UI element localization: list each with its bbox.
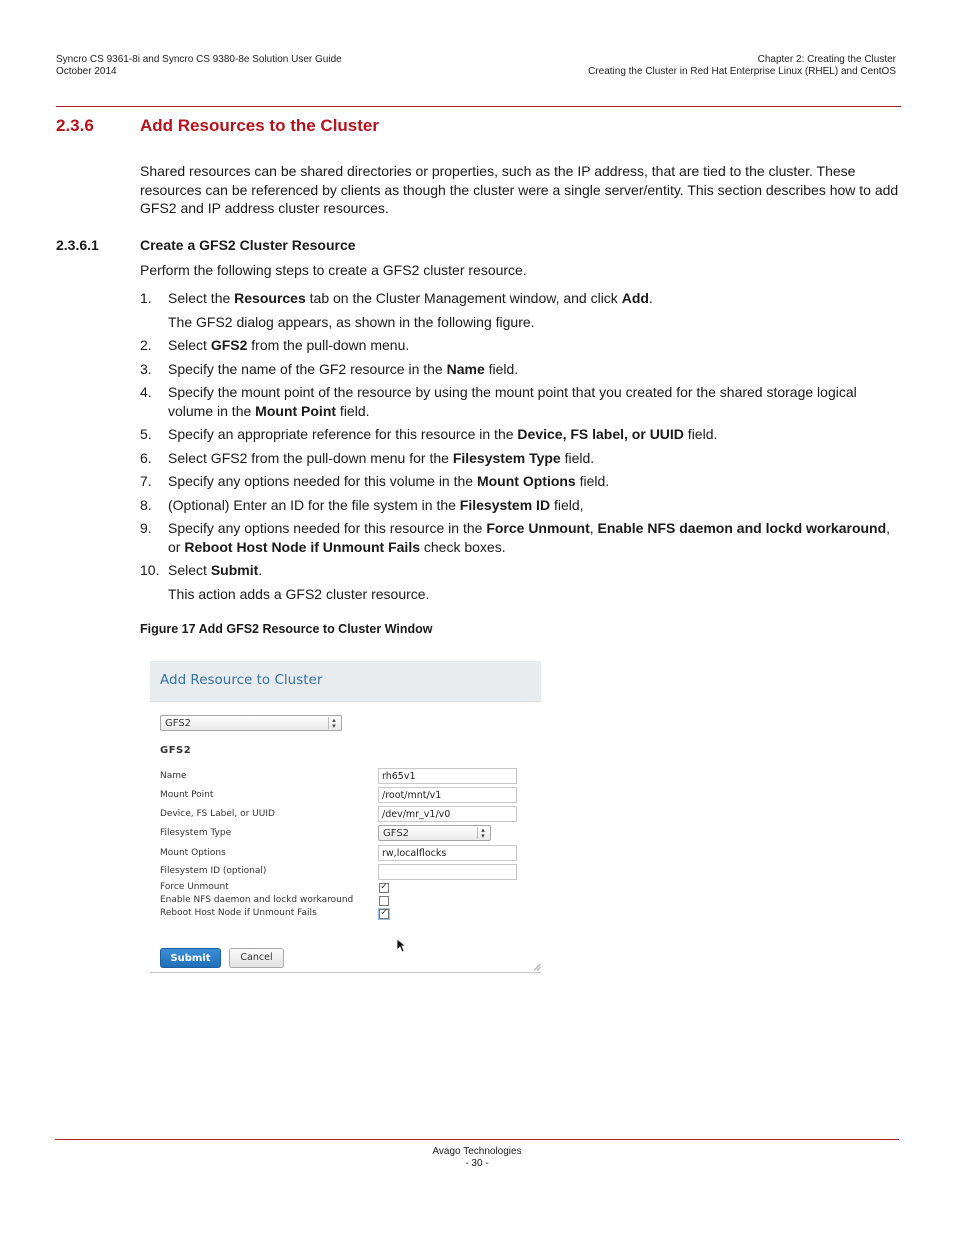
- header-left: [56, 54, 342, 78]
- dialog-title: Add Resource to Cluster: [160, 672, 323, 688]
- step-number: 10.: [140, 562, 160, 578]
- subsection-number: 2.3.6.1: [56, 237, 99, 253]
- step-text: (Optional) Enter an ID for the file system in the Filesystem ID field,: [168, 496, 584, 513]
- header-rule: [56, 106, 901, 107]
- section-intro: Shared resources can be shared directories or properties, such as the IP address, that are tied to the cluster. These resources can be referenced by clients as though the cluster were a single server/entity. This section describes how to add GFS2 and IP address cluster resources.: [140, 163, 899, 216]
- step-text: Specify the name of the GF2 resource in the Name field.: [168, 360, 519, 377]
- filesystem-type-value: GFS2: [383, 828, 410, 839]
- step-item: [140, 449, 900, 468]
- force-unmount-checkbox[interactable]: ✓: [380, 882, 388, 892]
- chapter-title: Chapter 2: Creating the Cluster: [757, 54, 896, 65]
- resource-type-select[interactable]: [160, 715, 342, 731]
- resize-grip-icon[interactable]: [533, 963, 541, 971]
- step-item: [140, 383, 900, 420]
- mount-point-field[interactable]: /root/mnt/v1: [378, 787, 517, 803]
- select-arrows-icon: ▴ ▾: [477, 827, 488, 839]
- section-number: 2.3.6: [56, 116, 94, 135]
- step-text: Select GFS2 from the pull-down menu.: [168, 337, 410, 353]
- footer-company: Avago Technologies: [432, 1146, 522, 1157]
- submit-button[interactable]: Submit: [160, 948, 221, 968]
- step-item: [140, 496, 900, 515]
- document-date: October 2014: [56, 66, 117, 77]
- step-text: Select Submit.: [168, 562, 263, 578]
- step-item: [140, 360, 900, 379]
- step-item: [140, 561, 900, 603]
- device-field[interactable]: /dev/mr_v1/v0: [378, 806, 517, 822]
- nfs-workaround-checkbox[interactable]: [379, 896, 389, 906]
- step-number: 1.: [140, 290, 152, 306]
- filesystem-type-select[interactable]: [378, 825, 491, 841]
- filesystem-id-label: Filesystem ID (optional): [160, 866, 267, 876]
- subsection-heading: [56, 237, 356, 253]
- subsection-lead: Perform the following steps to create a GFS2 cluster resource.: [140, 262, 527, 278]
- header-right: [588, 54, 896, 78]
- reboot-host-checkbox[interactable]: ✓: [380, 908, 388, 918]
- device-label: Device, FS Label, or UUID: [160, 809, 275, 819]
- footer-rule: [55, 1139, 899, 1140]
- select-arrows-icon: ▴ ▾: [328, 717, 339, 729]
- dialog-header: [150, 661, 541, 702]
- step-number: 9.: [140, 520, 152, 536]
- page-number: - 30 -: [465, 1158, 489, 1169]
- step-item: [140, 519, 900, 556]
- section-title: Add Resources to the Cluster: [140, 116, 379, 135]
- steps-list: [140, 289, 900, 608]
- add-resource-dialog: [150, 661, 542, 974]
- subsection-title: Create a GFS2 Cluster Resource: [140, 237, 356, 253]
- step-number: 3.: [140, 360, 152, 377]
- step-note: The GFS2 dialog appears, as shown in the following figure.: [168, 313, 535, 330]
- step-note: This action adds a GFS2 cluster resource.: [168, 585, 430, 602]
- step-text: Specify any options needed for this resource in the Force Unmount, Enable NFS daemon and lockd workaround, or Reboot Host Node if Unmount Fails check boxes.: [168, 520, 891, 555]
- nfs-workaround-label: Enable NFS daemon and lockd workaround: [160, 895, 354, 905]
- step-item: [140, 472, 900, 491]
- step-text: Specify any options needed for this volume in the Mount Options field.: [168, 473, 610, 489]
- name-field[interactable]: rh65v1: [378, 768, 517, 784]
- resource-type-value: GFS2: [165, 718, 192, 729]
- resource-subheading: GFS2: [160, 745, 192, 756]
- step-text: Select the Resources tab on the Cluster Management window, and click Add.: [168, 290, 653, 306]
- step-number: 7.: [140, 473, 152, 489]
- force-unmount-label: Force Unmount: [160, 882, 229, 892]
- cancel-button[interactable]: Cancel: [229, 948, 284, 968]
- step-number: 8.: [140, 496, 152, 513]
- step-number: 6.: [140, 449, 152, 466]
- step-item: [140, 289, 900, 331]
- document-title: Syncro CS 9361-8i and Syncro CS 9380-8e Solution User Guide: [56, 54, 342, 65]
- mouse-pointer-icon: [396, 938, 406, 953]
- step-number: 2.: [140, 337, 152, 353]
- step-item: [140, 336, 900, 355]
- name-label: Name: [160, 771, 187, 781]
- section-heading: [56, 116, 379, 136]
- step-number: 4.: [140, 384, 152, 400]
- step-text: Specify the mount point of the resource by using the mount point that you created for the shared storage logical volume in the Mount Point field.: [168, 384, 857, 419]
- step-item: [140, 425, 900, 444]
- figure-caption: Figure 17 Add GFS2 Resource to Cluster Window: [140, 622, 433, 636]
- mount-options-label: Mount Options: [160, 848, 226, 858]
- filesystem-type-label: Filesystem Type: [160, 828, 232, 838]
- dialog-bottom-border: [150, 972, 541, 973]
- filesystem-id-field[interactable]: [378, 864, 517, 880]
- step-text: Specify an appropriate reference for this resource in the Device, FS label, or UUID field.: [168, 426, 718, 442]
- chapter-subtitle: Creating the Cluster in Red Hat Enterprise Linux (RHEL) and CentOS: [588, 66, 896, 77]
- step-number: 5.: [140, 426, 152, 442]
- reboot-host-label: Reboot Host Node if Unmount Fails: [160, 908, 317, 918]
- mount-point-label: Mount Point: [160, 790, 214, 800]
- mount-options-field[interactable]: rw,localflocks: [378, 845, 517, 861]
- step-text: Select GFS2 from the pull-down menu for the Filesystem Type field.: [168, 449, 595, 466]
